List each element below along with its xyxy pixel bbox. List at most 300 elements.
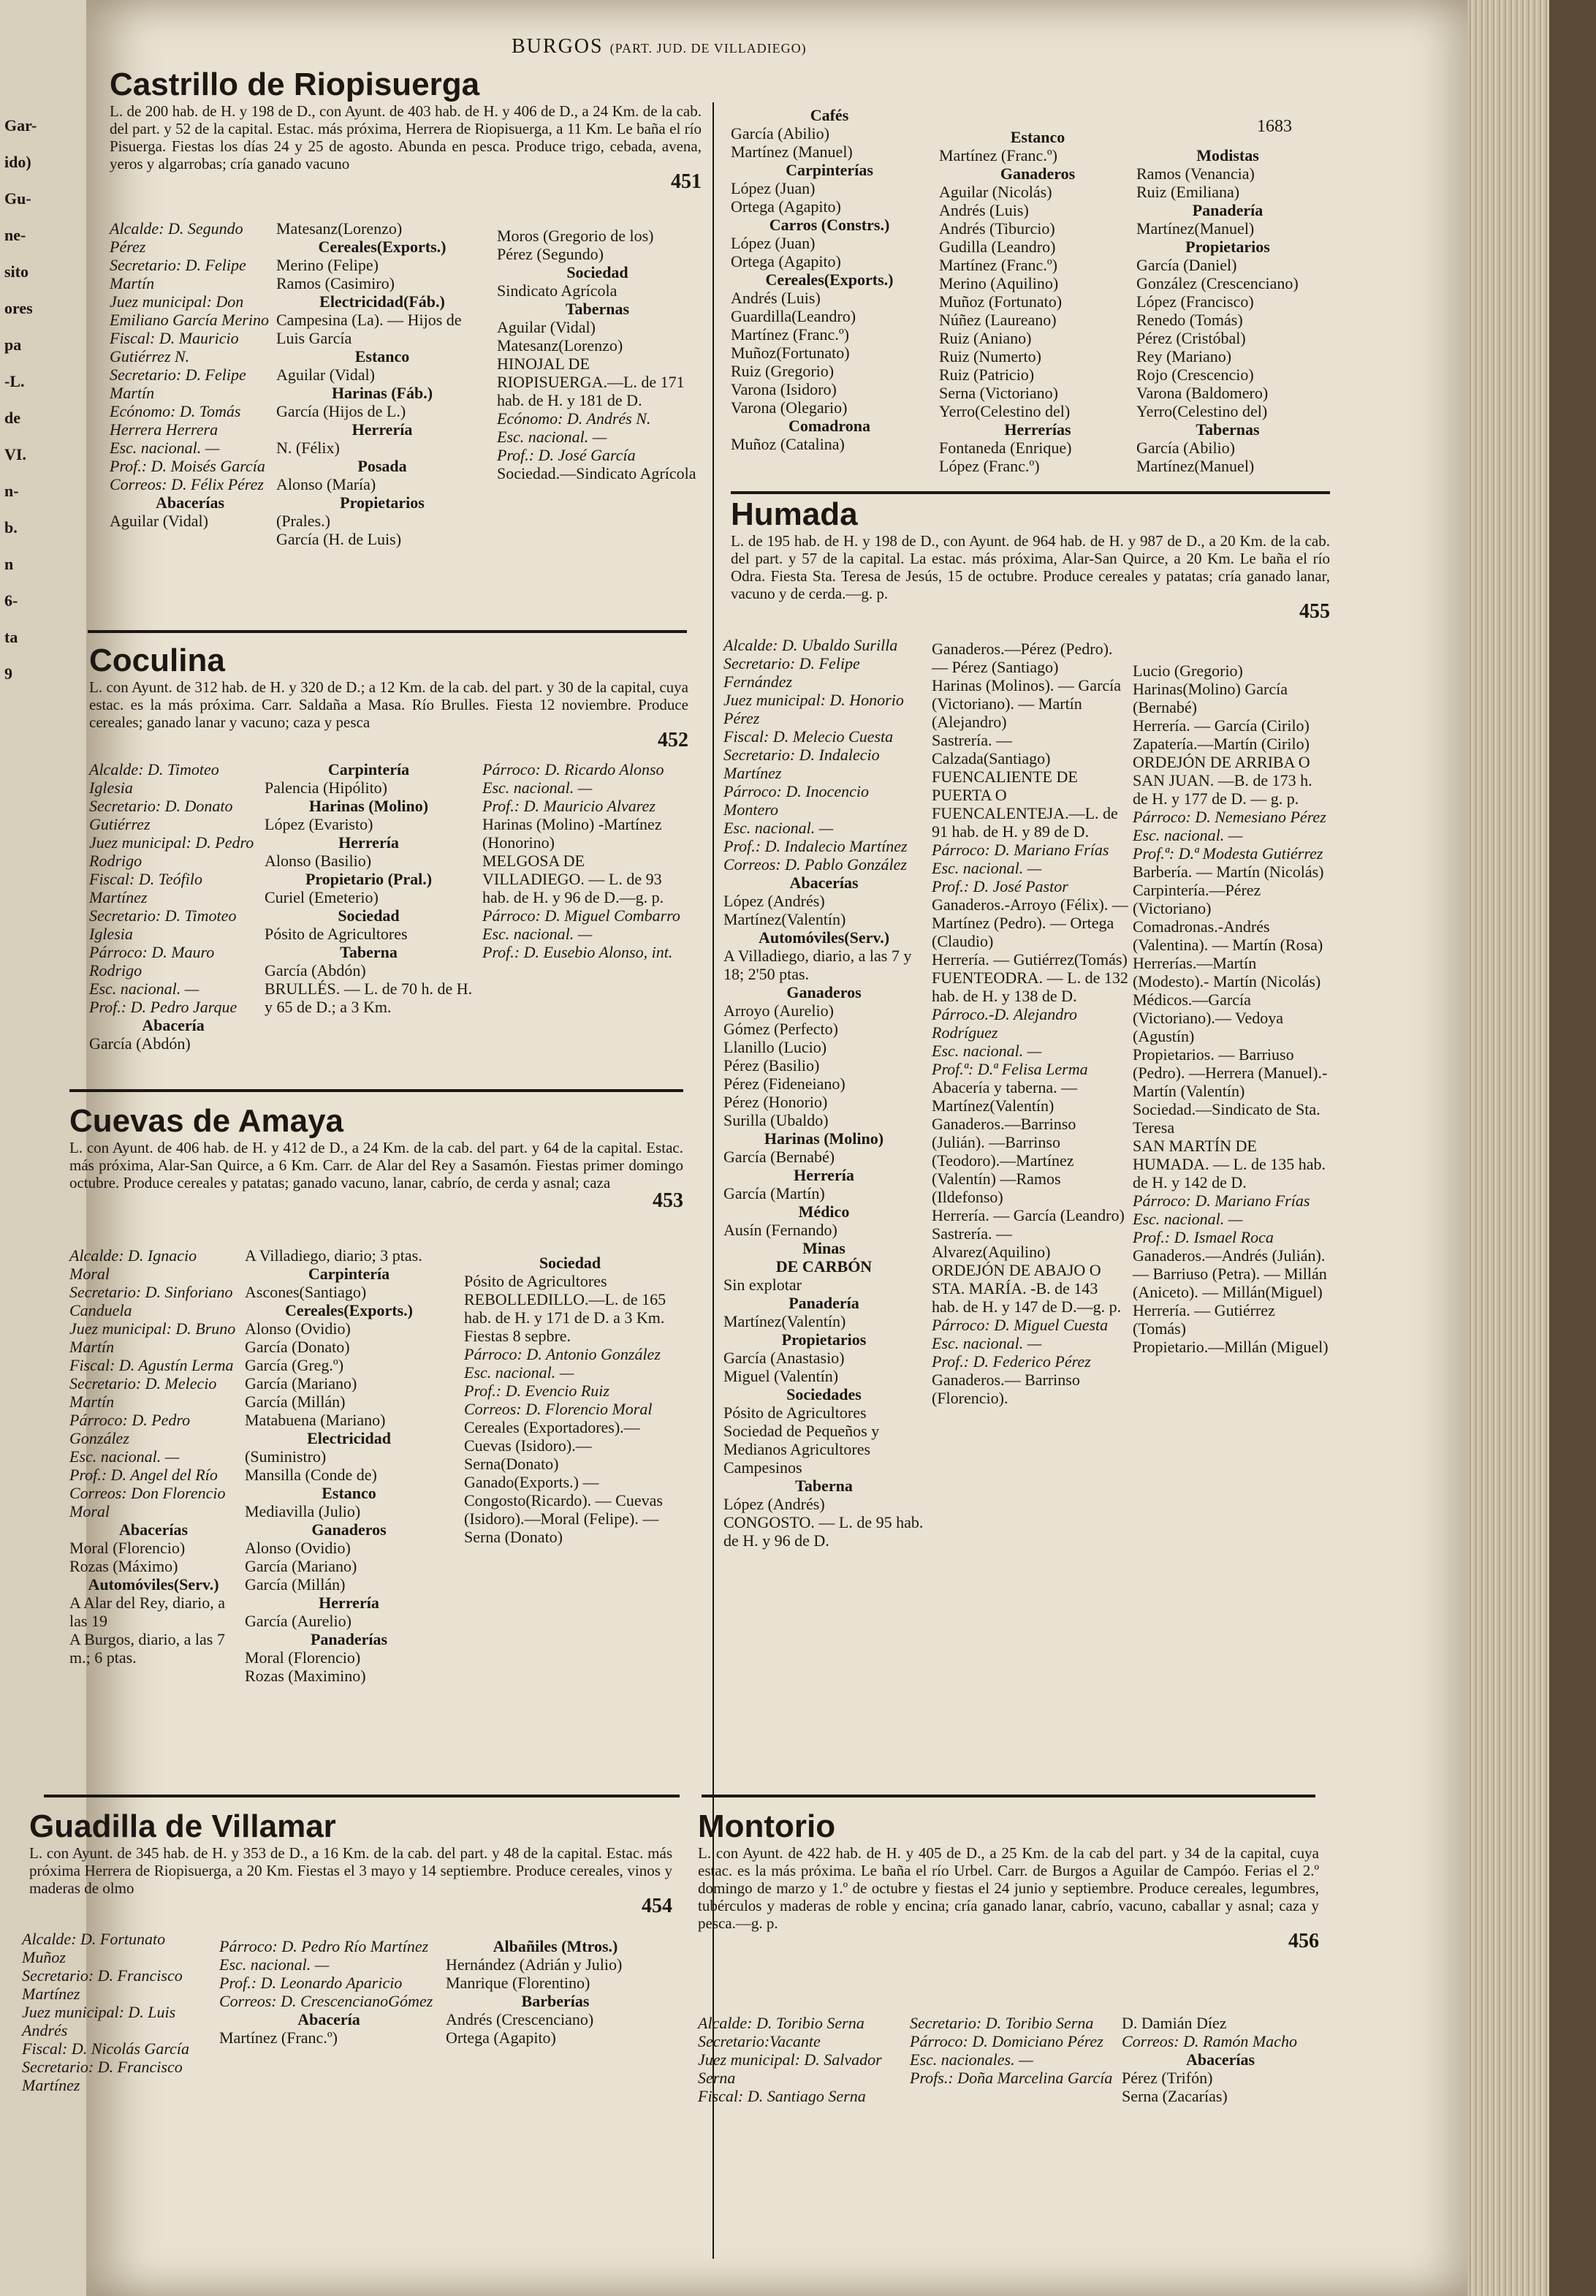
entry-line: Prof.: D. José García [497, 446, 636, 464]
entry-line: Esc. nacional. — [110, 439, 220, 457]
entry-line: Párroco: D. Pedro González [69, 1411, 191, 1447]
castrillo-right-col-3 [1136, 146, 1319, 475]
entry-line: Herrerías [1004, 420, 1071, 439]
entry-line: González (Crescenciano) [1136, 274, 1299, 292]
entry-line: Martínez(Valentín) [723, 910, 846, 928]
entry-line: Correos: D. Florencio Moral [464, 1400, 653, 1418]
entry-line: Prof.: D. José Pastor [932, 877, 1068, 895]
entry-line: Correos: D. Félix Pérez [110, 475, 264, 493]
entry-line: Fontaneda (Enrique) [939, 439, 1072, 457]
entry-line: DE CARBÓN [775, 1257, 873, 1276]
entry-line: Minas [802, 1239, 846, 1257]
entry-line: Ruiz (Gregorio) [731, 362, 835, 380]
entry-line: Abacerías [789, 874, 859, 892]
entry-line: Ganaderos [311, 1520, 387, 1539]
humada-col-1 [723, 636, 924, 1550]
entry-line: Prof.: D. Federico Pérez [932, 1352, 1091, 1371]
entry-line: MELGOSA DE VILLADIEGO. — L. de 93 hab. de H. y 96 de D.—g. p. [482, 852, 664, 906]
entry-line: Carpinterías [786, 161, 873, 179]
entry-line: Herrería [319, 1594, 379, 1612]
entry-line: Secretario: D. Francisco Martínez [22, 2058, 183, 2094]
entry-line: García (Martín) [723, 1184, 825, 1202]
entry-line: Sindicato Agrícola [497, 281, 618, 300]
entry-line: Andrés (Luis) [731, 289, 821, 307]
entry-line: García (Millán) [245, 1393, 346, 1411]
town-description: L. de 195 hab. de H. y 198 de D., con Ayunt. de 964 hab. de H. y 987 de D., a 20 Km. de la cab. del part. y 57 de la capital. La estac. más próxima, Alar-San Quirce, a 20 Km. Le baña el río Odra. Fiesta Sta. Teresa de Jesús, 15 de octubre. Produce cereales y patatas; cría ganado lanar, vacuno y de cerda.—g. p. [731, 532, 1330, 602]
entry-number: 454 [642, 1895, 672, 1917]
entry-line: Barbería. — Martín (Nicolás) [1133, 863, 1324, 881]
montorio-col-2 [910, 2014, 1118, 2087]
left-page-fragment: ido) [4, 154, 31, 171]
entry-line: Aguilar (Nicolás) [939, 183, 1052, 201]
town-title: Coculina [89, 643, 225, 678]
entry-line: Esc. nacional. — [1133, 826, 1243, 844]
entry-line: Correos: D. CrescencianoGómez [219, 1992, 433, 2010]
entry-line: López (Andrés) [723, 1495, 825, 1513]
castrillo-col-1 [110, 219, 270, 530]
entry-line: Ruiz (Patricio) [939, 365, 1035, 384]
entry-line: Párroco: D. Domiciano Pérez [910, 2032, 1103, 2050]
entry-line: Prof.: D. Moisés García [110, 457, 265, 475]
entry-line: Albañiles (Mtros.) [493, 1937, 618, 1955]
montorio-col-1 [698, 2014, 902, 2105]
entry-line: Alonso (Ovidio) [245, 1539, 351, 1557]
entry-line: Pérez (Fideneiano) [723, 1075, 846, 1093]
entry-line: Sociedad [566, 263, 628, 281]
left-page-fragment: Gar- [4, 117, 37, 134]
entry-line: Ganaderos.—Pérez (Pedro). — Pérez (Santiago) [932, 640, 1113, 676]
entry-line: Pérez (Honorio) [723, 1093, 828, 1111]
entry-line: Alcalde: D. Ignacio Moral [69, 1246, 197, 1283]
entry-line: López (Juan) [731, 179, 816, 197]
entry-line: Aguilar (Vidal) [497, 318, 596, 336]
entry-line: Harinas(Molino) García (Bernabé) [1133, 680, 1288, 716]
entry-line: Alcalde: D. Toribio Serna [698, 2014, 864, 2032]
entry-line: Andrés (Luis) [939, 201, 1029, 219]
entry-line: HINOJAL DE RIOPISUERGA.—L. de 171 hab. de H. y 181 de D. [497, 355, 685, 409]
cuevas-entry [69, 1104, 683, 1210]
entry-line: BRULLÉS. — L. de 70 h. de H. y 65 de D.; a 3 Km. [265, 980, 473, 1016]
running-head [512, 35, 807, 58]
entry-line: Párroco: D. Mauro Rodrigo [89, 943, 215, 980]
entry-line: Ascones(Santiago) [245, 1283, 367, 1301]
entry-line: García (Daniel) [1136, 256, 1237, 274]
montorio-col-3 [1122, 2014, 1319, 2105]
entry-line: Secretario: D. Toribio Serna [910, 2014, 1094, 2032]
entry-line: Propietario (Pral.) [305, 870, 433, 888]
entry-line: Prof.: D. Angel del Río [69, 1466, 218, 1484]
entry-line: Panaderías [310, 1630, 388, 1648]
entry-line: REBOLLEDILLO.—L. de 165 hab. de H. y 171 de D. a 3 Km. Fiestas 8 sepbre. [464, 1290, 666, 1345]
entry-line: Moros (Gregorio de los) [497, 227, 654, 245]
entry-line: Secretario: D. Melecio Martín [69, 1374, 217, 1411]
entry-line: Matabuena (Mariano) [245, 1411, 386, 1429]
entry-line: Juez municipal: Don Emiliano García Merino [110, 292, 269, 329]
entry-line: Guardilla(Leandro) [731, 307, 856, 325]
entry-line: Prof.: D. Evencio Ruiz [464, 1382, 609, 1400]
entry-line: Abacerías [1185, 2050, 1255, 2069]
entry-line: Fiscal: D. Nicolás García [22, 2039, 189, 2058]
entry-line: García (Millán) [245, 1575, 346, 1594]
castrillo-entry [110, 67, 702, 191]
left-page-fragment: VI. [4, 446, 26, 463]
entry-line: Juez municipal: D. Bruno Martín [69, 1319, 236, 1356]
entry-line: Prof.: D. Ismael Roca [1133, 1228, 1274, 1246]
entry-line: García (Hijos de L.) [276, 402, 406, 420]
entry-line: (Prales.) [276, 512, 330, 530]
entry-line: Núñez (Laureano) [939, 311, 1057, 329]
entry-line: Estanco [322, 1484, 376, 1502]
entry-line: Prof.: D. Pedro Jarque [89, 998, 238, 1016]
entry-line: Médico [798, 1202, 850, 1221]
entry-line: Prof.: D. Leonardo Aparicio [219, 1974, 403, 1992]
entry-number: 452 [658, 729, 688, 751]
entry-line: Alonso (Ovidio) [245, 1319, 351, 1338]
entry-line: Varona (Olegario) [731, 398, 848, 417]
entry-number: 451 [671, 170, 702, 193]
entry-line: Cereales (Exportadores).—Cuevas (Isidoro).—Serna(Donato) [464, 1418, 640, 1473]
entry-line: Herrería. — Gutiérrez(Tomás) [932, 950, 1128, 969]
entry-line: Matesanz(Lorenzo) [276, 219, 403, 238]
entry-line: Fiscal: D. Teófilo Martínez [89, 870, 203, 906]
entry-line: Electricidad(Fáb.) [319, 292, 445, 311]
entry-line: Esc. nacional. — [219, 1955, 330, 1974]
entry-line: López (Juan) [731, 234, 816, 252]
entry-line: Carpintería.—Pérez (Victoriano) [1133, 881, 1261, 917]
left-page-fragment: -L. [4, 373, 25, 390]
entry-line: Gudilla (Leandro) [939, 238, 1056, 256]
castrillo-col-2 [276, 219, 488, 548]
entry-line: Cereales(Exports.) [285, 1301, 413, 1319]
entry-line: Muñoz (Fortunato) [939, 292, 1063, 311]
entry-line: Herrería. — García (Leandro) [932, 1206, 1125, 1224]
cuevas-col-2 [245, 1246, 453, 1685]
entry-line: Secretario: D. Donato Gutiérrez [89, 797, 233, 833]
entry-line: FUENTEODRA. — L. de 132 hab. de H. y 138 de D. [932, 969, 1128, 1005]
entry-line: Pérez (Basilio) [723, 1056, 820, 1075]
entry-line: Propietarios. — Barriuso (Pedro). —Herrera (Manuel).-Martín (Valentín) [1133, 1045, 1328, 1100]
entry-line: Ecónomo: D. Andrés N. [497, 409, 651, 428]
entry-line: Párroco: D. Miguel Cuesta [932, 1316, 1109, 1334]
entry-line: Cafés [810, 106, 849, 124]
entry-line: Ruiz (Emiliana) [1136, 183, 1240, 201]
entry-line: Carros (Constrs.) [769, 216, 890, 234]
entry-line: Párroco: D. Pedro Río Martínez [219, 1937, 429, 1955]
left-page-fragment: 9 [4, 665, 12, 683]
entry-line: Correos: D. Ramón Macho [1122, 2032, 1297, 2050]
entry-line: Harinas (Molino) -Martínez (Honorino) [482, 815, 662, 852]
entry-number: 455 [1299, 600, 1330, 623]
entry-line: Aguilar (Vidal) [110, 512, 208, 530]
entry-line: Miguel (Valentín) [723, 1367, 839, 1385]
entry-line: García (Abilio) [1136, 439, 1235, 457]
entry-line: Campesina (La). — Hijos de Luis García [276, 311, 462, 347]
entry-line: Panadería [1192, 201, 1264, 219]
entry-line: López (Andrés) [723, 892, 825, 910]
entry-line: Juez municipal: D. Salvador Serna [698, 2050, 882, 2087]
entry-line: Serna (Victoriano) [939, 384, 1059, 402]
entry-line: Correos: Don Florencio Moral [69, 1484, 226, 1520]
town-description: L. con Ayunt. de 422 hab. de H. y 405 de D., a 25 Km. de la cab del part. y 34 de la capital, cuya estac. es la más próxima. Le baña el río Urbel. Carr. de Burgos a Aguilar de Campóo. Ferias el 2.º domingo de marzo y 1.º de octubre y fiestas el 24 junio y septiembre. Produce cereales, legumbres, tubérculos y maderas de roble y encina; cría ganado lanar, cabrío, vacuno, caballar y asnal; caza y pesca.—g. p. [698, 1844, 1319, 1932]
entry-line: Párroco: D. Mariano Frías [932, 841, 1109, 859]
entry-line: Ecónomo: D. Tomás Herrera Herrera [110, 402, 241, 439]
entry-divider [88, 630, 687, 633]
entry-line: Pósito de Agricultores [265, 925, 408, 943]
entry-line: ORDEJÓN DE ABAJO O STA. MARÍA. -B. de 143 hab. de H. y 147 de D.—g. p. [932, 1261, 1122, 1316]
entry-line: Moral (Florencio) [69, 1539, 186, 1557]
entry-line: Harinas (Molino) [764, 1129, 884, 1148]
entry-line: Ganado(Exports.) —Congosto(Ricardo). — Cuevas (Isidoro).—Moral (Felipe). — Serna (Donato) [464, 1473, 663, 1546]
castrillo-right-col-2 [939, 128, 1136, 475]
entry-line: Merino (Aquilino) [939, 274, 1059, 292]
town-description: L. con Ayunt. de 312 hab. de H. y 320 de D.; a 12 Km. de la cab. del part. y 30 de la capital, cuya estac. es la más próxima. Carr. Saldaña a Masa. Río Brulles. Fiesta 12 noviembre. Produce cereales; ganado lanar y vacuno; caza y pesca [89, 678, 688, 731]
entry-line: García (Anastasio) [723, 1349, 845, 1367]
entry-line: Comadronas.-Andrés (Valentina). — Martín (Rosa) [1133, 917, 1323, 954]
cuevas-col-1 [69, 1246, 238, 1667]
entry-line: Ramos (Casimiro) [276, 274, 395, 292]
entry-line: Palencia (Hipólito) [265, 778, 388, 797]
town-title: Castrillo de Riopisuerga [110, 67, 480, 102]
entry-line: Muñoz (Catalina) [731, 435, 845, 453]
entry-line: Profs.: Doña Marcelina García [910, 2069, 1113, 2087]
entry-line: Mediavilla (Julio) [245, 1502, 361, 1520]
entry-line: Párroco: D. Inocencio Montero [723, 782, 869, 819]
entry-line: A Villadiego, diario; 3 ptas. [245, 1246, 422, 1265]
entry-line: Muñoz(Fortunato) [731, 344, 850, 362]
province-name: BURGOS [512, 35, 604, 58]
town-title: Humada [731, 496, 858, 532]
entry-line: Ruiz (Numerto) [939, 347, 1041, 365]
entry-line: Fiscal: D. Santiago Serna [698, 2087, 866, 2105]
entry-line: CONGOSTO. — L. de 95 hab. de H. y 96 de D. [723, 1513, 924, 1550]
entry-line: Serna (Zacarías) [1122, 2087, 1228, 2105]
guadilla-entry [29, 1809, 672, 1915]
entry-line: A Burgos, diario, a las 7 m.; 6 ptas. [69, 1630, 225, 1667]
entry-line: Sociedad [338, 906, 400, 925]
entry-line: Surilla (Ubaldo) [723, 1111, 829, 1129]
left-page-fragment: ne- [4, 227, 26, 244]
entry-line: Posada [357, 457, 407, 475]
entry-line: Estanco [1010, 128, 1065, 146]
entry-line: Pósito de Agricultores [464, 1272, 607, 1290]
left-page-fragment: 6- [4, 592, 18, 610]
entry-line: Pérez (Trifón) [1122, 2069, 1213, 2087]
cuevas-col-3 [464, 1254, 676, 1546]
entry-line: Ganaderos.-Arroyo (Félix). — Martínez (Pedro). — Ortega (Claudio) [932, 895, 1128, 950]
entry-line: Herrerías.—Martín (Modesto).- Martín (Nicolás) [1133, 954, 1321, 990]
entry-line: Martínez (Franc.º) [219, 2028, 338, 2047]
entry-line: Herrería. — García (Cirilo) [1133, 716, 1310, 735]
entry-divider [44, 1795, 680, 1797]
entry-line: Estanco [354, 347, 410, 365]
book-cover-edge [1549, 0, 1596, 2296]
entry-line: Gómez (Perfecto) [723, 1020, 838, 1038]
entry-line: Alcalde: D. Ubaldo Surilla [723, 636, 898, 654]
humada-col-2 [932, 640, 1129, 1407]
entry-line: Esc. nacional. — [89, 980, 200, 998]
entry-line: Aguilar (Vidal) [276, 365, 375, 384]
humada-entry [731, 497, 1330, 621]
entry-line: Renedo (Tomás) [1136, 311, 1243, 329]
entry-line: Rey (Mariano) [1136, 347, 1232, 365]
entry-line: Modistas [1196, 146, 1259, 164]
entry-line: García (Aurelio) [245, 1612, 352, 1630]
entry-line: Párroco: D. Antonio González [464, 1345, 661, 1363]
entry-line: A Alar del Rey, diario, a las 19 [69, 1594, 226, 1630]
entry-line: Herrería [338, 833, 399, 852]
entry-line: Esc. nacional. — [497, 428, 607, 446]
entry-line: Cereales(Exports.) [318, 238, 446, 256]
entry-line: Prof.ª: D.ª Felisa Lerma [932, 1060, 1088, 1078]
entry-line: Propietarios [1185, 238, 1270, 256]
entry-line: Herrería [794, 1166, 854, 1184]
entry-line: Párroco: D. Miguel Combarro [482, 906, 680, 925]
entry-line: Correos: D. Pablo González [723, 855, 907, 874]
town-title: Montorio [698, 1808, 836, 1844]
left-page-fragment: b. [4, 519, 18, 537]
entry-line: Automóviles(Serv.) [88, 1575, 219, 1594]
entry-line: Martínez (Manuel) [731, 143, 853, 161]
entry-line: Secretario: D. Timoteo Iglesia [89, 906, 237, 943]
entry-line: García (Bernabé) [723, 1148, 835, 1166]
entry-line: Hernández (Adrián y Julio) [446, 1955, 623, 1974]
entry-line: Juez municipal: D. Honorio Pérez [723, 691, 904, 727]
entry-line: Taberna [795, 1477, 853, 1495]
entry-line: Juez municipal: D. Luis Andrés [22, 2003, 176, 2039]
entry-line: Párroco: D. Ricardo Alonso [482, 760, 664, 778]
entry-line: FUENCALIENTE DE PUERTA O FUENCALENTEJA.—L. de 91 hab. de H. y 89 de D. [932, 768, 1118, 841]
entry-line: Arroyo (Aurelio) [723, 1001, 834, 1020]
entry-line: Esc. nacional. — [482, 778, 593, 797]
entry-line: Manrique (Florentino) [446, 1974, 590, 1992]
entry-line: Sastrería. — Alvarez(Aquilino) [932, 1224, 1051, 1261]
entry-line: Sin explotar [723, 1276, 802, 1294]
entry-line: Comadrona [788, 417, 871, 435]
entry-line: Secretario: D. Indalecio Martínez [723, 746, 880, 782]
town-title: Guadilla de Villamar [29, 1808, 336, 1844]
left-page-fragment: pa [4, 336, 22, 354]
entry-line: Curiel (Emeterio) [265, 888, 379, 906]
entry-line: Sociedad [539, 1254, 601, 1272]
guadilla-col-2 [219, 1937, 438, 2047]
town-title: Cuevas de Amaya [69, 1103, 344, 1139]
entry-line: Ortega (Agapito) [446, 2028, 556, 2047]
entry-line: Esc. nacionales. — [910, 2050, 1033, 2069]
entry-line: Ortega (Agapito) [731, 252, 841, 270]
guadilla-col-3 [446, 1937, 665, 2047]
entry-line: Varona (Isidoro) [731, 380, 837, 398]
entry-line: Automóviles(Serv.) [758, 928, 890, 947]
entry-line: Abacería [142, 1016, 205, 1034]
entry-line: Fiscal: D. Agustín Lerma [69, 1356, 234, 1374]
entry-line: Secretario: D. Francisco Martínez [22, 1966, 183, 2003]
town-description: L. con Ayunt. de 345 hab. de H. y 353 de D., a 16 Km. de la cab. del part. y 48 de la capital. Estac. más próxima Herrera de Riopisuerga, a 20 Km. Fiestas el 3 mayo y 14 septiembre. Produce cereales, vinos y maderas de olmo [29, 1844, 672, 1897]
entry-line: Ausín (Fernando) [723, 1221, 837, 1239]
entry-divider [69, 1089, 683, 1092]
entry-line: Fiscal: D. Mauricio Gutiérrez N. [110, 329, 239, 365]
entry-line: Harinas (Molinos). — García (Victoriano). — Martín (Alejandro) [932, 676, 1122, 731]
entry-line: Esc. nacional. — [932, 1042, 1042, 1060]
entry-line: Párroco: D. Mariano Frías [1133, 1191, 1310, 1210]
entry-line: Yerro(Celestino del) [1136, 402, 1268, 420]
entry-line: SAN MARTÍN DE HUMADA. — L. de 135 hab. de H. y 142 de D. [1133, 1137, 1326, 1191]
entry-line: García (Abdón) [89, 1034, 191, 1053]
entry-line: Propietarios [781, 1330, 867, 1349]
entry-number: 453 [653, 1189, 683, 1212]
entry-line: Pósito de Agricultores [723, 1403, 867, 1422]
entry-line: Esc. nacional. — [482, 925, 593, 943]
entry-line: Martínez (Franc.º) [731, 325, 849, 344]
entry-line: Mansilla (Conde de) [245, 1466, 377, 1484]
entry-line: Barberías [521, 1992, 590, 2010]
entry-line: Prof.: D. Eusebio Alonso, int. [482, 943, 673, 961]
entry-divider [731, 491, 1330, 494]
entry-line: García (Abdón) [265, 961, 366, 980]
entry-line: Secretario: D. Felipe Fernández [723, 654, 860, 691]
entry-line: Fiscal: D. Melecio Cuesta [723, 727, 894, 746]
entry-line: Andrés (Tiburcio) [939, 219, 1055, 238]
entry-line: Pérez (Segundo) [497, 245, 604, 263]
entry-line: Esc. nacional. — [1133, 1210, 1243, 1228]
entry-line: Harinas (Fáb.) [331, 384, 433, 402]
entry-line: Sociedad.—Sindicato Agrícola [497, 464, 696, 482]
entry-line: Esc. nacional. — [932, 859, 1042, 877]
entry-line: Tabernas [565, 300, 630, 318]
entry-line: Secretario:Vacante [698, 2032, 821, 2050]
entry-line: Secretario: D. Felipe Martín [110, 365, 246, 402]
entry-line: Martínez(Valentín) [723, 1312, 846, 1330]
left-page-fragment: ta [4, 629, 18, 646]
entry-line: Rozas (Maximino) [245, 1667, 366, 1685]
entry-line: Abacerías [118, 1520, 189, 1539]
entry-line: Sociedad.—Sindicato de Sta. Teresa [1133, 1100, 1320, 1137]
entry-line: Llanillo (Lucio) [723, 1038, 827, 1056]
entry-line: López (Evaristo) [265, 815, 373, 833]
entry-line: Sociedades [786, 1385, 862, 1403]
left-page-fragment: n [4, 556, 14, 573]
entry-line: Juez municipal: D. Pedro Rodrigo [89, 833, 254, 870]
entry-line: Martínez(Manuel) [1136, 219, 1255, 238]
castrillo-right-col-1 [731, 106, 928, 453]
entry-line: Ganaderos.— Barrinso (Florencio). [932, 1371, 1080, 1407]
coculina-col-2 [265, 760, 473, 1016]
left-page-fragment: de [4, 409, 20, 427]
entry-line: López (Francisco) [1136, 292, 1254, 311]
entry-line: Esc. nacional. — [464, 1363, 574, 1382]
entry-line: Alonso (María) [276, 475, 376, 493]
entry-line: Yerro(Celestino del) [939, 402, 1071, 420]
entry-line: Abacerías [155, 493, 225, 512]
entry-line: A Villadiego, diario, a las 7 y 18; 2'50 ptas. [723, 947, 912, 983]
entry-line: N. (Félix) [276, 439, 340, 457]
entry-line: Prof.: D. Indalecio Martínez [723, 837, 908, 855]
entry-line: Esc. nacional. — [723, 819, 834, 837]
entry-line: Herrería. — Gutiérrez (Tomás) [1133, 1301, 1275, 1338]
entry-line: Alcalde: D. Timoteo Iglesia [89, 760, 219, 797]
entry-line: Electricidad [307, 1429, 391, 1447]
entry-line: Párroco.-D. Alejandro Rodríguez [932, 1005, 1077, 1042]
district-name: (PART. JUD. DE VILLADIEGO) [609, 41, 807, 56]
humada-col-3 [1133, 662, 1330, 1356]
entry-line: Carpintería [308, 1265, 390, 1283]
entry-line: Esc. nacional. — [932, 1334, 1042, 1352]
entry-line: García (Mariano) [245, 1557, 357, 1575]
entry-line: Panadería [788, 1294, 859, 1312]
entry-line: Martínez (Franc.º) [939, 256, 1057, 274]
entry-line: Martínez (Franc.º) [939, 146, 1057, 164]
page-number: 1683 [1257, 117, 1292, 136]
entry-line: García (Donato) [245, 1338, 350, 1356]
